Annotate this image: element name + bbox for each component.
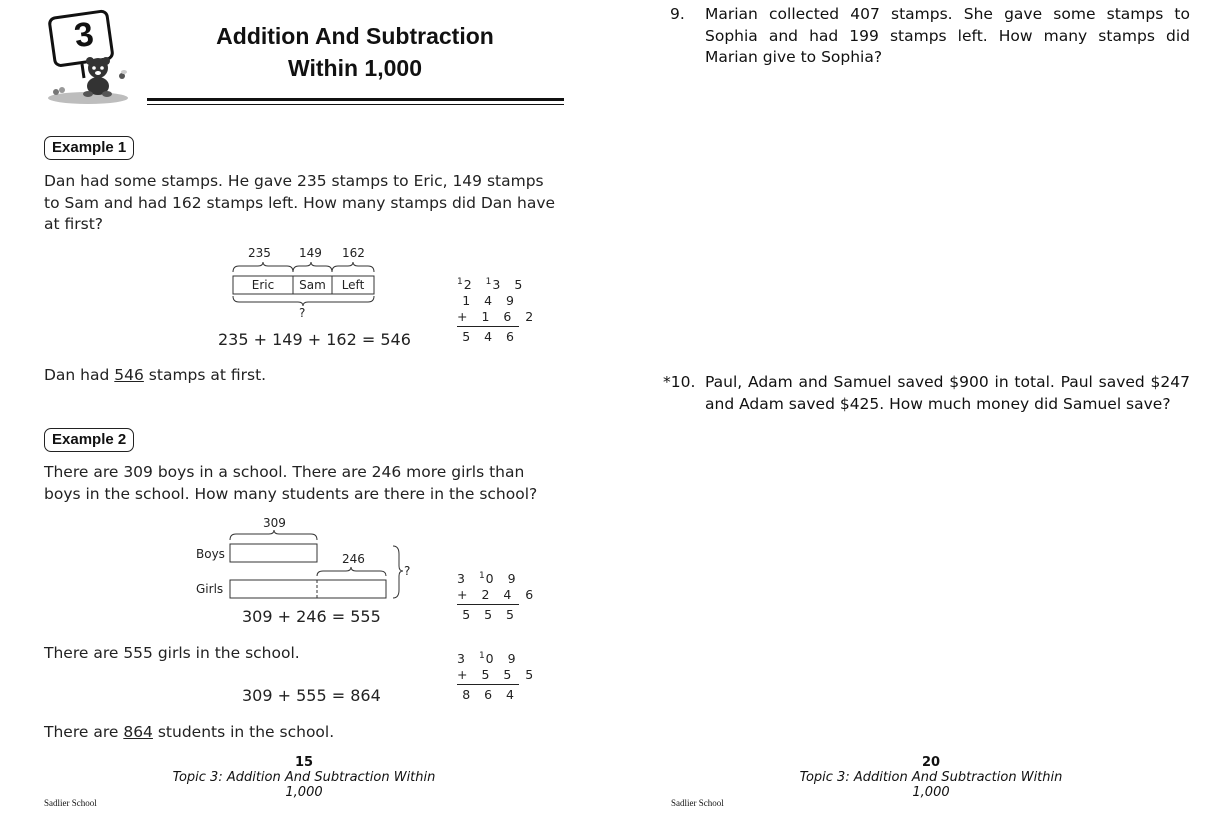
bar-unknown-mark: ? xyxy=(299,306,306,320)
bar-top-label-eric: 235 xyxy=(248,246,271,260)
right-publisher: Sadlier School xyxy=(671,798,724,808)
vertical1-row1-part1: 3 xyxy=(457,571,479,586)
right-page-number: 20 xyxy=(921,755,941,770)
answer-value: 546 xyxy=(114,366,144,384)
example1-answer xyxy=(44,365,266,387)
example2-unknown-mark: ? xyxy=(404,564,411,578)
more-value-label: 246 xyxy=(342,552,365,566)
answer-prefix: Dan had xyxy=(44,366,115,384)
example1-vertical-addition xyxy=(457,277,539,345)
right-page xyxy=(613,0,1227,820)
title-divider xyxy=(147,98,564,105)
example2-label-wrap xyxy=(44,428,134,452)
chapter-title-line1: Addition And Subtraction xyxy=(216,23,494,49)
answer2-suffix: students in the school. xyxy=(152,723,335,741)
example1-equation: 235 + 149 + 162 = 546 xyxy=(218,330,411,349)
vertical2-result: 8 6 4 xyxy=(462,687,519,702)
left-page-number: 15 xyxy=(294,755,314,770)
example2-equation1: 309 + 246 = 555 xyxy=(242,607,381,626)
example2-vertical-addition-1 xyxy=(457,571,539,623)
bar-segment-eric: Eric xyxy=(251,278,275,292)
example1-label: Example 1 xyxy=(44,136,134,160)
vertical2-carry: 1 xyxy=(478,651,485,661)
example2-bar-model xyxy=(190,514,420,604)
vertical2-row2: + 5 5 5 xyxy=(457,667,539,682)
chapter-number: 3 xyxy=(71,14,96,56)
example1-bar-model xyxy=(230,244,380,324)
question10-text: Paul, Adam and Samuel saved $900 in total. Paul saved $247 and Adam saved $425. How much money did Samuel save? xyxy=(705,373,1190,413)
vertical-sum-line xyxy=(457,326,519,327)
answer2-value: 864 xyxy=(123,723,153,741)
girls-label: Girls xyxy=(196,582,224,596)
right-footer-topic: Topic 3: Addition And Subtraction Within 1,000 xyxy=(799,770,1063,800)
left-publisher: Sadlier School xyxy=(44,798,97,808)
answer-suffix: stamps at first. xyxy=(143,366,267,384)
boys-label: Boys xyxy=(196,547,225,561)
example2-label: Example 2 xyxy=(44,428,134,452)
bar-top-label-sam: 149 xyxy=(299,246,322,260)
example2-problem: There are 309 boys in a school. There are 246 more girls than boys in the school. How many students are there in the school? xyxy=(44,463,538,503)
vertical1-row1-part2: 0 9 xyxy=(485,571,521,586)
example2-equation2: 309 + 555 = 864 xyxy=(242,686,381,705)
left-page xyxy=(0,0,613,820)
example1-label-wrap xyxy=(44,136,134,160)
vertical-row3: + 1 6 2 xyxy=(457,309,539,324)
chapter-badge xyxy=(44,6,134,106)
answer2-prefix: There are xyxy=(44,723,124,741)
boys-value-label: 309 xyxy=(263,516,286,530)
vertical2-row1-part1: 3 xyxy=(457,651,479,666)
carry-tens: 1 xyxy=(485,277,492,287)
question9-number: 9. xyxy=(670,5,685,23)
bar-segment-left: Left xyxy=(341,278,365,292)
example2-answer2 xyxy=(44,722,334,744)
bar-segment-sam: Sam xyxy=(299,278,326,292)
question10-number: *10. xyxy=(663,373,696,391)
chapter-title xyxy=(160,20,550,84)
carry-hundreds: 1 xyxy=(457,277,463,287)
example1-problem: Dan had some stamps. He gave 235 stamps to Eric, 149 stamps to Sam and had 162 stamps left. How many stamps did Dan have at first? xyxy=(44,172,556,233)
vertical1-carry: 1 xyxy=(478,571,485,581)
example2-answer1: There are 555 girls in the school. xyxy=(44,644,300,662)
left-footer-topic: Topic 3: Addition And Subtraction Within 1,000 xyxy=(172,770,436,800)
chapter-title-line2: Within 1,000 xyxy=(288,55,422,81)
vertical-row2: 1 4 9 xyxy=(462,293,519,308)
vertical2-row1-part2: 0 9 xyxy=(485,651,521,666)
vertical-row1-part2: 3 5 xyxy=(492,277,528,292)
vertical-row1-part1: 2 xyxy=(463,277,486,292)
vertical-result: 5 4 6 xyxy=(462,329,519,344)
example2-vertical-addition-2 xyxy=(457,651,539,703)
vertical1-row2: + 2 4 6 xyxy=(457,587,539,602)
vertical1-result: 5 5 5 xyxy=(462,607,519,622)
question9-text: Marian collected 407 stamps. She gave some stamps to Sophia and had 199 stamps left. How many stamps did Marian give to Sophia? xyxy=(705,5,1190,66)
vertical1-sum-line xyxy=(457,604,519,605)
bar-top-label-left: 162 xyxy=(342,246,365,260)
vertical2-sum-line xyxy=(457,684,519,685)
